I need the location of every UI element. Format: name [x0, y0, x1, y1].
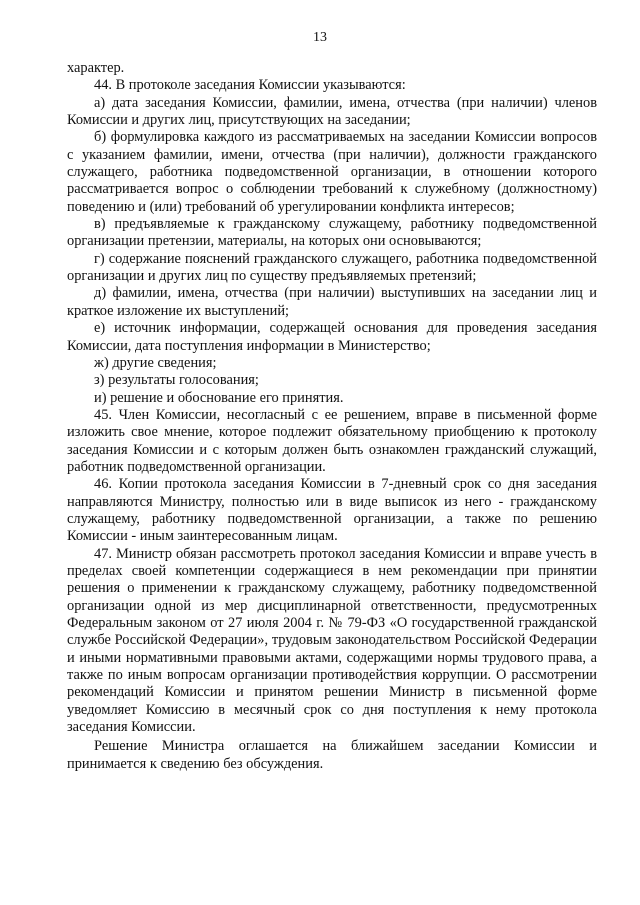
- paragraph-46: 46. Копии протокола заседания Комиссии в 7-дневный срок со дня заседания направляются Министру, полностью или в виде выписок из него - гражданскому служащему, работнику подведомственной организации, а также по решению Комиссии - иным заинтересованным лицам.: [67, 476, 597, 545]
- list-item-i: и) решение и обоснование его принятия.: [94, 389, 344, 406]
- list-item-b: б) формулировка каждого из рассматриваемых на заседании Комиссии вопросов с указанием фамилии, имени, отчества (при наличии), должности гражданского служащего, работника подведомственной организации, в отношении которого рассматривается вопрос о соблюдении требований к служебному (должностному) поведению и (или) требований об урегулировании конфликта интересов;: [67, 129, 597, 215]
- list-item-a: а) дата заседания Комиссии, фамилии, имена, отчества (при наличии) членов Комиссии и других лиц, присутствующих на заседании;: [67, 94, 597, 129]
- list-item-d: д) фамилии, имена, отчества (при наличии) выступивших на заседании лиц и краткое изложение их выступлений;: [67, 285, 597, 319]
- paragraph-47: 47. Министр обязан рассмотреть протокол заседания Комиссии и вправе учесть в пределах своей компетенции содержащиеся в нем рекомендации при принятии решения о применении к гражданскому служащему, работнику подведомственной организации одной из мер дисциплинарной ответственности, предусмотренных Федеральным законом от 27 июля 2004 г. № 79-ФЗ «О государственной гражданской службе Российской Федерации», трудовым законодательством Российской Федерации и иными нормативными правовыми актами, содержащими нормы трудового права, а также по иным вопросам организации противодействия коррупции. О рассмотрении рекомендаций Комиссии и принятом решении Министр в письменной форме уведомляет Комиссию в месячный срок со дня поступления к нему протокола заседания Комиссии.: [67, 545, 597, 736]
- list-item-g: г) содержание пояснений гражданского служащего, работника подведомственной организации и других лиц по существу предъявляемых претензий;: [67, 250, 597, 285]
- list-item-zh: ж) другие сведения;: [94, 354, 217, 371]
- list-item-e: е) источник информации, содержащей основания для проведения заседания Комиссии, дата поступления информации в Министерство;: [67, 320, 597, 354]
- list-item-z: з) результаты голосования;: [94, 372, 259, 389]
- paragraph-44: 44. В протоколе заседания Комиссии указываются:: [94, 77, 406, 94]
- paragraph-45: 45. Член Комиссии, несогласный с ее решением, вправе в письменной форме изложить свое мнение, которое подлежит обязательному приобщению к протоколу заседания Комиссии и с которым должен быть ознакомлен гражданский служащий, работник подведомственной организации.: [67, 406, 597, 475]
- page-number: 13: [313, 30, 327, 45]
- list-item-v: в) предъявляемые к гражданскому служащему, работнику подведомственной организации претензии, материалы, на которых они основываются;: [67, 216, 597, 250]
- document-body: [67, 60, 597, 773]
- paragraph-minister-decision: Решение Министра оглашается на ближайшем заседании Комиссии и принимается к сведению без обсуждения.: [67, 738, 597, 772]
- paragraph-continuation: характер.: [67, 60, 125, 76]
